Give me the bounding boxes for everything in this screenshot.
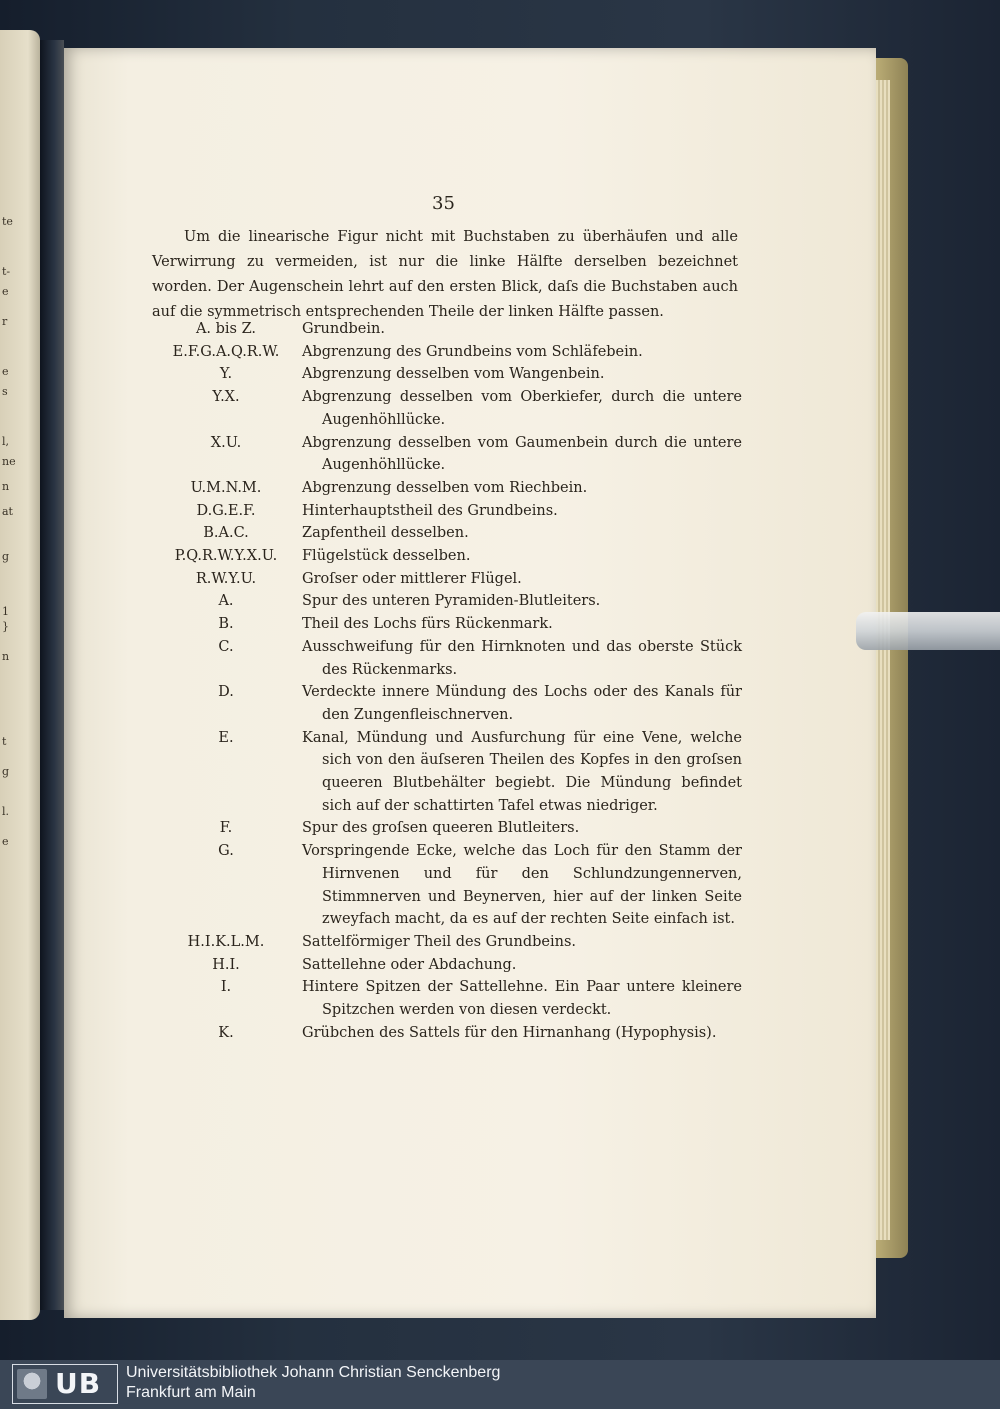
legend-entry <box>152 636 742 681</box>
legend-description: Theil des Lochs fürs Rückenmark. <box>302 616 553 633</box>
legend-entry <box>152 522 742 545</box>
facing-page-fragment: g <box>2 550 10 563</box>
logo-text: UB <box>55 1367 102 1400</box>
legend-entry <box>152 386 742 431</box>
legend-key: A. bis Z. <box>195 321 257 337</box>
facing-page-fragment: g <box>2 765 10 778</box>
facing-page-fragment: r <box>2 315 8 328</box>
legend-key: A. <box>218 593 234 610</box>
legend-key: F. <box>219 820 233 837</box>
facing-page-fragment: l, <box>2 435 10 448</box>
legend-key: K. <box>218 1024 234 1041</box>
facing-page-fragment: 1 <box>2 605 9 618</box>
facing-page-fragment: n <box>2 480 10 493</box>
library-city: Frankfurt am Main <box>126 1384 256 1401</box>
legend-description: Sattelförmiger Theil des Grundbeins. <box>302 933 577 950</box>
legend-description: Zapfentheil desselben. <box>302 525 469 542</box>
facing-page-fragment: e <box>2 835 9 848</box>
facing-page-fragment: s <box>2 385 8 398</box>
legend-description: Spur des groſsen queeren Blutleiters. <box>302 820 580 837</box>
page-number: 35 <box>432 193 455 214</box>
legend-entry <box>152 840 742 931</box>
legend-entry <box>152 727 742 818</box>
legend-description: Groſser oder mittlerer Flügel. <box>302 570 522 587</box>
legend-description: Flügelstück desselben. <box>302 548 471 565</box>
legend-entry <box>152 363 742 386</box>
legend-description: Sattellehne oder Abdachung. <box>302 956 517 973</box>
legend-entry <box>152 1022 742 1045</box>
legend-entry <box>152 681 742 726</box>
legend-description: Abgrenzung desselben vom Oberkiefer, durch die untere Augenhöhllücke. <box>302 389 742 428</box>
legend-entry <box>152 817 742 840</box>
legend-key: D.G.E.F. <box>196 502 256 519</box>
legend-description: Abgrenzung desselben vom Gaumenbein durch die untere Augenhöhllücke. <box>302 434 742 474</box>
facing-page-edge <box>0 30 40 1320</box>
legend-key: X.U. <box>210 434 242 451</box>
legend-key: E.F.G.A.Q.R.W. <box>172 343 280 360</box>
book-gutter <box>40 40 64 1310</box>
legend-entry <box>152 318 742 341</box>
facing-page-fragment: e <box>2 365 9 378</box>
legend-key: H.I. <box>212 956 240 973</box>
legend-description: Ausschweifung für den Hirnknoten und das oberste Stück des Rückenmarks. <box>302 638 742 678</box>
legend-description: Abgrenzung des Grundbeins vom Schläfebein. <box>302 343 643 360</box>
facing-page-fragment: te <box>2 215 13 228</box>
legend-entry <box>152 954 742 977</box>
facing-page-fragment: t <box>2 735 7 748</box>
legend-description: Abgrenzung desselben vom Wangenbein. <box>302 366 605 383</box>
portrait-icon <box>17 1369 47 1399</box>
legend-key: G. <box>218 843 234 860</box>
facing-page-fragment: l. <box>2 805 10 818</box>
legend-key: D. <box>218 684 234 701</box>
legend-description: Kanal, Mündung und Ausfurchung für eine Vene, welche sich von den äuſseren Theilen des Kopfes in den groſsen queeren Blutbehälter begiebt. Die Mündung befindet sich auf der schattirten Tafel etwas niedriger. <box>302 729 742 814</box>
legend-entry <box>152 976 742 1021</box>
legend-key: U.M.N.M. <box>190 479 262 496</box>
legend-key: P.Q.R.W.Y.X.U. <box>174 548 278 565</box>
legend-entry <box>152 590 742 613</box>
legend-description: Abgrenzung desselben vom Riechbein. <box>302 479 588 496</box>
legend-entry <box>152 613 742 636</box>
facing-page-fragment: at <box>2 505 13 518</box>
legend-key: E. <box>218 729 234 746</box>
legend-key: Y. <box>219 366 233 383</box>
legend-entry <box>152 931 742 954</box>
legend-key: B. <box>218 616 234 633</box>
legend-key: C. <box>218 638 234 655</box>
legend-description: Hinterhauptstheil des Grundbeins. <box>302 502 558 519</box>
facing-page-fragment: t- <box>2 265 11 278</box>
legend-description: Vorspringende Ecke, welche das Loch für den Stamm der Hirnvenen und für den Schlundzungennerven, Stimmnerven und Beynerven, hier auf der linken Seite zweyfach macht, da es auf der rechten Seite einfach ist. <box>302 843 742 928</box>
legend-entry <box>152 500 742 523</box>
footer-bar <box>0 1360 1000 1409</box>
legend-description: Grübchen des Sattels für den Hirnanhang (Hypophysis). <box>302 1024 717 1041</box>
legend-key: R.W.Y.U. <box>195 570 257 587</box>
legend-description: Spur des unteren Pyramiden-Blutleiters. <box>302 593 601 610</box>
legend-entry <box>152 568 742 591</box>
legend-entry <box>152 341 742 364</box>
page-clip <box>856 612 1000 650</box>
facing-page-fragment: ne <box>2 455 16 468</box>
legend-list <box>152 318 742 1045</box>
facing-page-fragment: } <box>2 620 9 633</box>
legend-key: Y.X. <box>212 389 240 406</box>
legend-entry <box>152 545 742 568</box>
legend-key: I. <box>220 979 232 996</box>
legend-key: H.I.K.L.M. <box>187 933 265 950</box>
legend-description: Grundbein. <box>302 321 385 337</box>
intro-paragraph <box>152 225 738 325</box>
facing-page-fragment: e <box>2 285 9 298</box>
legend-key: B.A.C. <box>203 525 249 542</box>
legend-description: Hintere Spitzen der Sattellehne. Ein Paar untere kleinere Spitzchen werden von diesen verdeckt. <box>302 979 742 1019</box>
facing-page-fragment: n <box>2 650 10 663</box>
library-logo <box>12 1364 118 1404</box>
library-name: Universitätsbibliothek Johann Christian Senckenberg <box>126 1364 501 1381</box>
legend-description: Verdeckte innere Mündung des Lochs oder des Kanals für den Zungenfleischnerven. <box>302 684 742 723</box>
legend-entry <box>152 477 742 500</box>
intro-text: Um die linearische Figur nicht mit Buchstaben zu überhäufen und alle Verwirrung zu vermeiden, ist nur die linke Hälfte derselben bezeichnet worden. Der Augenschein lehrt auf den ersten Blick, daſs die Buchstaben auch auf die symmetrisch entsprechenden Theile der linken Hälfte passen. <box>152 229 738 320</box>
legend-entry <box>152 432 742 477</box>
